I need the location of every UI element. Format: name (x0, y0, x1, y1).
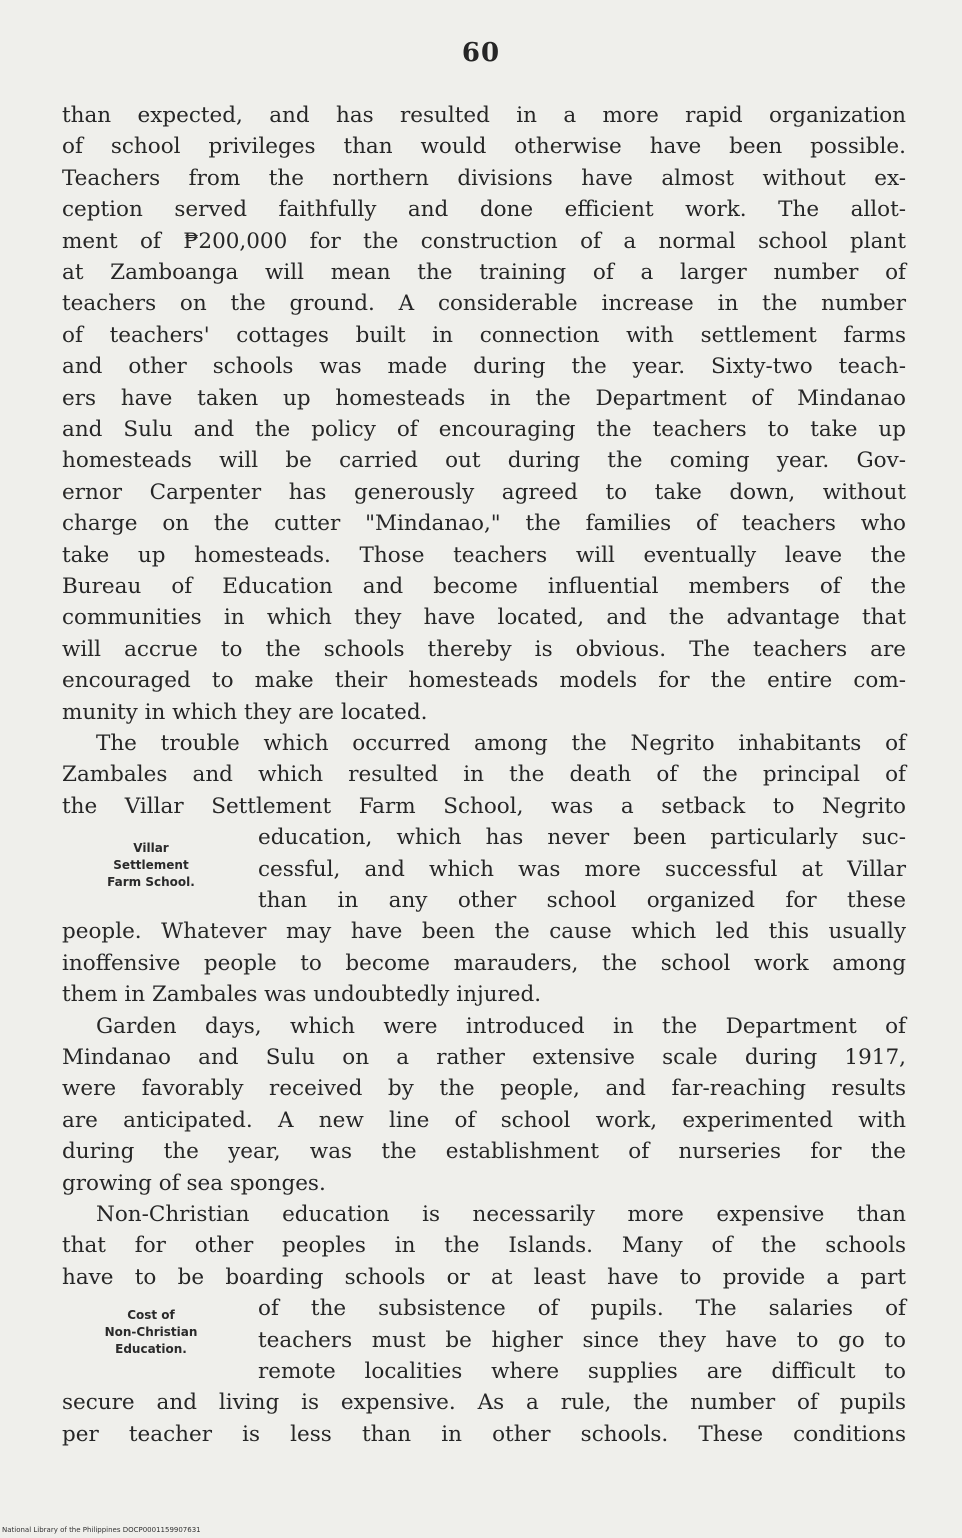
text-line: homesteads will be carried out during the coming year. Gov- (62, 448, 906, 474)
text-line: Teachers from the northern divisions have almost without ex- (62, 165, 906, 191)
margin-note-line: Non-Christian (104, 1325, 198, 1339)
text-line: teachers on the ground. A considerable increase in the number (62, 291, 906, 317)
page-number: 60 (461, 38, 501, 68)
text-line: Non-Christian education is necessarily more expensive than (96, 1202, 906, 1227)
text-line: have to be boarding schools or at least have to provide a part (62, 1264, 906, 1290)
text-line: the Villar Settlement Farm School, was a setback to Negrito (62, 793, 906, 819)
text-line: charge on the cutter "Mindanao," the families of teachers who (62, 511, 906, 537)
margin-note-line: Villar (133, 841, 169, 855)
text-line: per teacher is less than in other schools. These conditions (62, 1421, 906, 1447)
text-line: communities in which they have located, and the advantage that (62, 605, 906, 631)
text-line: secure and living is expensive. As a rule, the number of pupils (62, 1390, 906, 1416)
margin-note-line: Cost of (127, 1308, 175, 1322)
text-line: that for other peoples in the Islands. Many of the schools (62, 1233, 906, 1259)
text-line: The trouble which occurred among the Negrito inhabitants of (96, 731, 906, 756)
text-line: teachers must be higher since they have to go to (258, 1327, 906, 1353)
text-line: munity in which they are located. (62, 699, 428, 725)
text-line: ernor Carpenter has generously agreed to take down, without (62, 479, 906, 505)
margin-note-line: Education. (115, 1342, 187, 1356)
text-line: Garden days, which were introduced in the Department of (96, 1013, 906, 1039)
scan-footer: National Library of the Philippines DOCP0001159907631 (2, 1526, 201, 1534)
text-line: Mindanao and Sulu on a rather extensive scale during 1917, (62, 1045, 906, 1070)
text-line: take up homesteads. Those teachers will eventually leave the (62, 542, 906, 568)
text-line: ers have taken up homesteads in the Department of Mindanao (62, 385, 906, 411)
margin-note-villar-settlement-farm-school (60, 840, 242, 891)
margin-note-cost-of-non-christian-education (60, 1307, 242, 1358)
text-line: them in Zambales was undoubtedly injured. (62, 982, 542, 1008)
text-line: encouraged to make their homesteads models for the entire com- (62, 668, 906, 694)
text-line: than expected, and has resulted in a more rapid organization (62, 103, 906, 128)
text-line: inoffensive people to become marauders, the school work among (62, 950, 906, 976)
text-line: ment of ₱200,000 for the construction of a normal school plant (62, 228, 906, 254)
text-line: are anticipated. A new line of school work, experimented with (62, 1107, 906, 1133)
text-line: and Sulu and the policy of encouraging the teachers to take up (62, 417, 906, 442)
text-line: Bureau of Education and become influential members of the (62, 574, 906, 599)
text-line: and other schools was made during the year. Sixty-two teach- (62, 354, 906, 380)
text-line: during the year, was the establishment of nurseries for the (62, 1139, 906, 1165)
text-line: will accrue to the schools thereby is obvious. The teachers are (62, 636, 906, 662)
text-line: growing of sea sponges. (62, 1170, 326, 1196)
text-line: remote localities where supplies are difficult to (258, 1359, 906, 1384)
margin-note-line: Settlement (113, 858, 189, 872)
text-line: at Zamboanga will mean the training of a larger number of (62, 260, 906, 285)
text-line: cessful, and which was more successful at Villar (258, 856, 906, 882)
text-line: of the subsistence of pupils. The salaries of (258, 1296, 906, 1322)
margin-note-line: Farm School. (107, 875, 195, 889)
text-line: education, which has never been particularly suc- (258, 825, 906, 851)
text-line: than in any other school organized for these (258, 888, 906, 913)
text-line: Zambales and which resulted in the death of the principal of (62, 762, 906, 788)
text-line: of teachers' cottages built in connection with settlement farms (62, 322, 906, 348)
text-line: were favorably received by the people, and far-reaching results (62, 1076, 906, 1102)
text-line: of school privileges than would otherwise have been possible. (62, 134, 906, 160)
text-line: ception served faithfully and done efficient work. The allot- (62, 197, 906, 223)
text-line: people. Whatever may have been the cause which led this usually (62, 919, 906, 945)
